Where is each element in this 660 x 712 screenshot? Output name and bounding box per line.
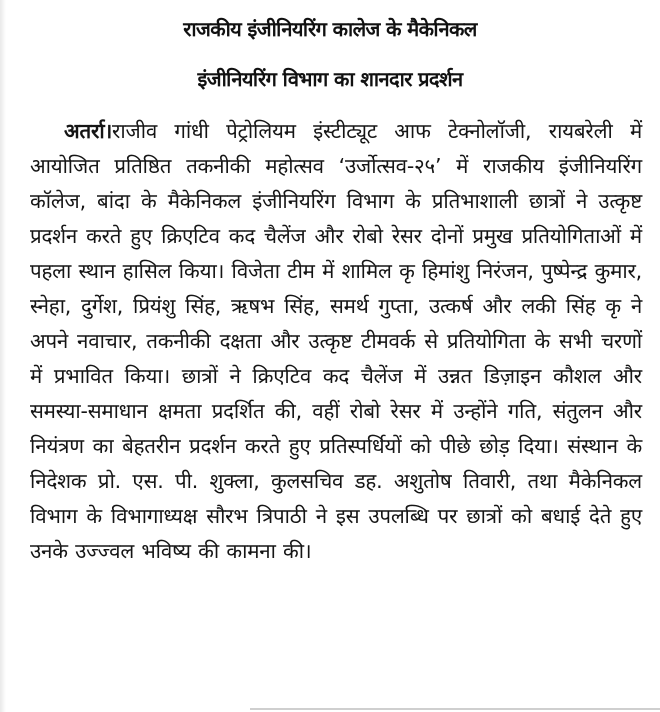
dateline: अतर्रा।	[64, 119, 113, 143]
headline	[0, 4, 660, 104]
page-edge-shadow	[0, 0, 6, 712]
headline-line-1: राजकीय इंजीनियरिंग कालेज के मैकेनिकल	[183, 17, 477, 41]
headline-line-2: इंजीनियरिंग विभाग का शानदार प्रदर्शन	[197, 67, 463, 91]
article-text: राजीव गांधी पेट्रोलियम इंस्टीट्यूट आफ टेक्नोलॉजी, रायबरेली में आयोजित प्रतिष्ठित तकनीकी महोत्सव ‘उर्जोत्सव-२५’ में राजकीय इंजीनियरिंग कॉलेज, बांदा के मैकेनिकल इंजीनियरिंग विभाग के प्रतिभाशाली छात्रों ने उत्कृष्ट प्रदर्शन करते हुए क्रिएटिव कद चैलेंज और रोबो रेसर दोनों प्रमुख प्रतियोगिताओं में पहला स्थान हासिल किया। विजेता टीम में शामिल कृ हिमांशु निरंजन, पुष्पेन्द्र कुमार, स्नेहा, दुर्गेश, प्रियंशु सिंह, ऋषभ सिंह, समर्थ गुप्ता, उत्कर्ष और लकी सिंह कृ ने अपने नवाचार, तकनीकी दक्षता और उत्कृष्ट टीमवर्क से प्रतियोगिता के सभी चरणों में प्रभावित किया। छात्रों ने क्रिएटिव कद चैलेंज में उन्नत डिज़ाइन कौशल और समस्या-समाधान क्षमता प्रदर्शित की, वहीं रोबो रेसर में उन्होंने गति, संतुलन और नियंत्रण का बेहतरीन प्रदर्शन करते हुए प्रतिस्पर्धियों को पीछे छोड़ दिया। संस्थान के निदेशक प्रो. एस. पी. शुक्ला, कुलसचिव डह. अशुतोष तिवारी, तथा मैकेनिकल विभाग के विभागाध्यक्ष सौरभ त्रिपाठी ने इस उपलब्धि पर छात्रों को बधाई देते हुए उनके उज्ज्वल भविष्य की कामना की।	[30, 119, 642, 563]
article-body	[30, 114, 642, 569]
bottom-rule	[250, 708, 660, 710]
